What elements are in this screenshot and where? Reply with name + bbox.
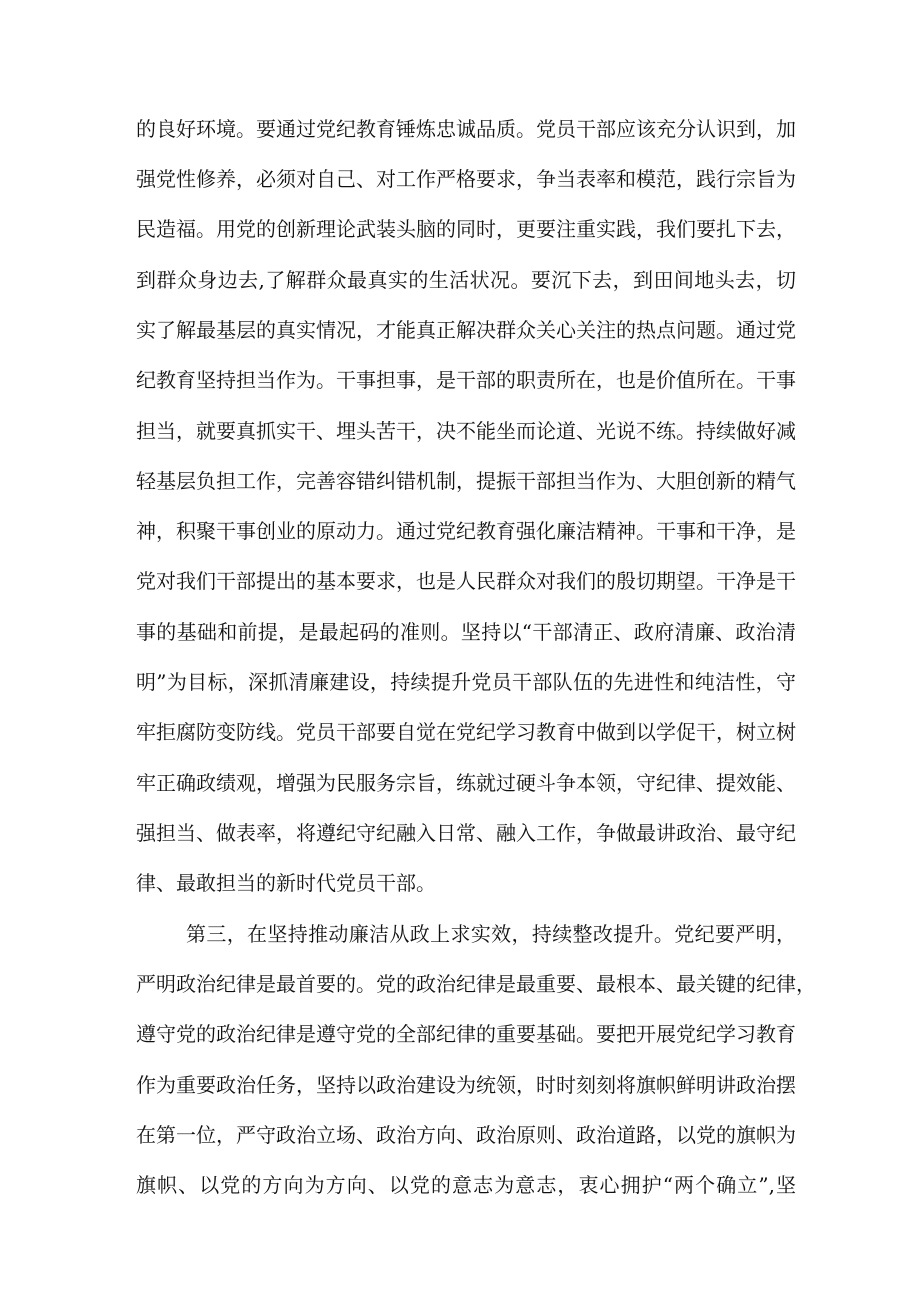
text-line: 纪教育坚持担当作为。干事担事，是干部的职责所在，也是价值所在。干事 (136, 368, 796, 392)
text-line: 党对我们干部提出的基本要求，也是人民群众对我们的殷切期望。干净是干 (136, 569, 796, 593)
text-line: 作为重要政治任务，坚持以政治建设为统领，时时刻刻将旗帜鲜明讲政治摆 (136, 1073, 796, 1097)
text-line: 强担当、做表率，将遵纪守纪融入日常、融入工作，争做最讲政治、最守纪 (136, 821, 796, 845)
text-line: 实了解最基层的真实情况，才能真正解决群众关心关注的热点问题。通过党 (136, 318, 796, 342)
text-line: 轻基层负担工作，完善容错纠错机制，提振干部担当作为、大胆创新的精气 (136, 469, 796, 493)
text-line: 牢拒腐防变防线。党员干部要自觉在党纪学习教育中做到以学促干，树立树 (136, 720, 796, 744)
text-line: 神，积聚干事创业的原动力。通过党纪教育强化廉洁精神。干事和干净，是 (136, 519, 796, 543)
text-line: 强党性修养，必须对自己、对工作严格要求，争当表率和模范，践行宗旨为 (136, 167, 796, 191)
text-line: 担当，就要真抓实干、埋头苦干，决不能坐而论道、光说不练。持续做好减 (136, 419, 796, 443)
text-line: 到群众身边去,了解群众最真实的生活状况。要沉下去，到田间地头去，切 (136, 268, 796, 292)
text-line: 严明政治纪律是最首要的。党的政治纪律是最重要、最根本、最关键的纪律， (136, 972, 816, 996)
text-line: 的良好环境。要通过党纪教育锤炼忠诚品质。党员干部应该充分认识到，加 (136, 117, 796, 141)
text-line: 事的基础和前提，是最起码的准则。坚持以“干部清正、政府清廉、政治清 (136, 620, 796, 644)
text-line: 旗帜、以党的方向为方向、以党的意志为意志，衷心拥护“两个确立”,坚 (136, 1173, 796, 1197)
text-line: 律、最敢担当的新时代党员干部。 (136, 871, 436, 895)
text-line: 民造福。用党的创新理论武装头脑的同时，更要注重实践，我们要扎下去， (136, 217, 796, 241)
text-line: 第三，在坚持推动廉洁从政上求实效，持续整改提升。党纪要严明， (186, 922, 796, 946)
text-line: 遵守党的政治纪律是遵守党的全部纪律的重要基础。要把开展党纪学习教育 (136, 1022, 796, 1046)
text-line: 明”为目标，深抓清廉建设，持续提升党员干部队伍的先进性和纯洁性，守 (136, 670, 796, 694)
text-line: 在第一位，严守政治立场、政治方向、政治原则、政治道路，以党的旗帜为 (136, 1123, 796, 1147)
text-line: 牢正确政绩观，增强为民服务宗旨，练就过硬斗争本领，守纪律、提效能、 (136, 771, 796, 795)
